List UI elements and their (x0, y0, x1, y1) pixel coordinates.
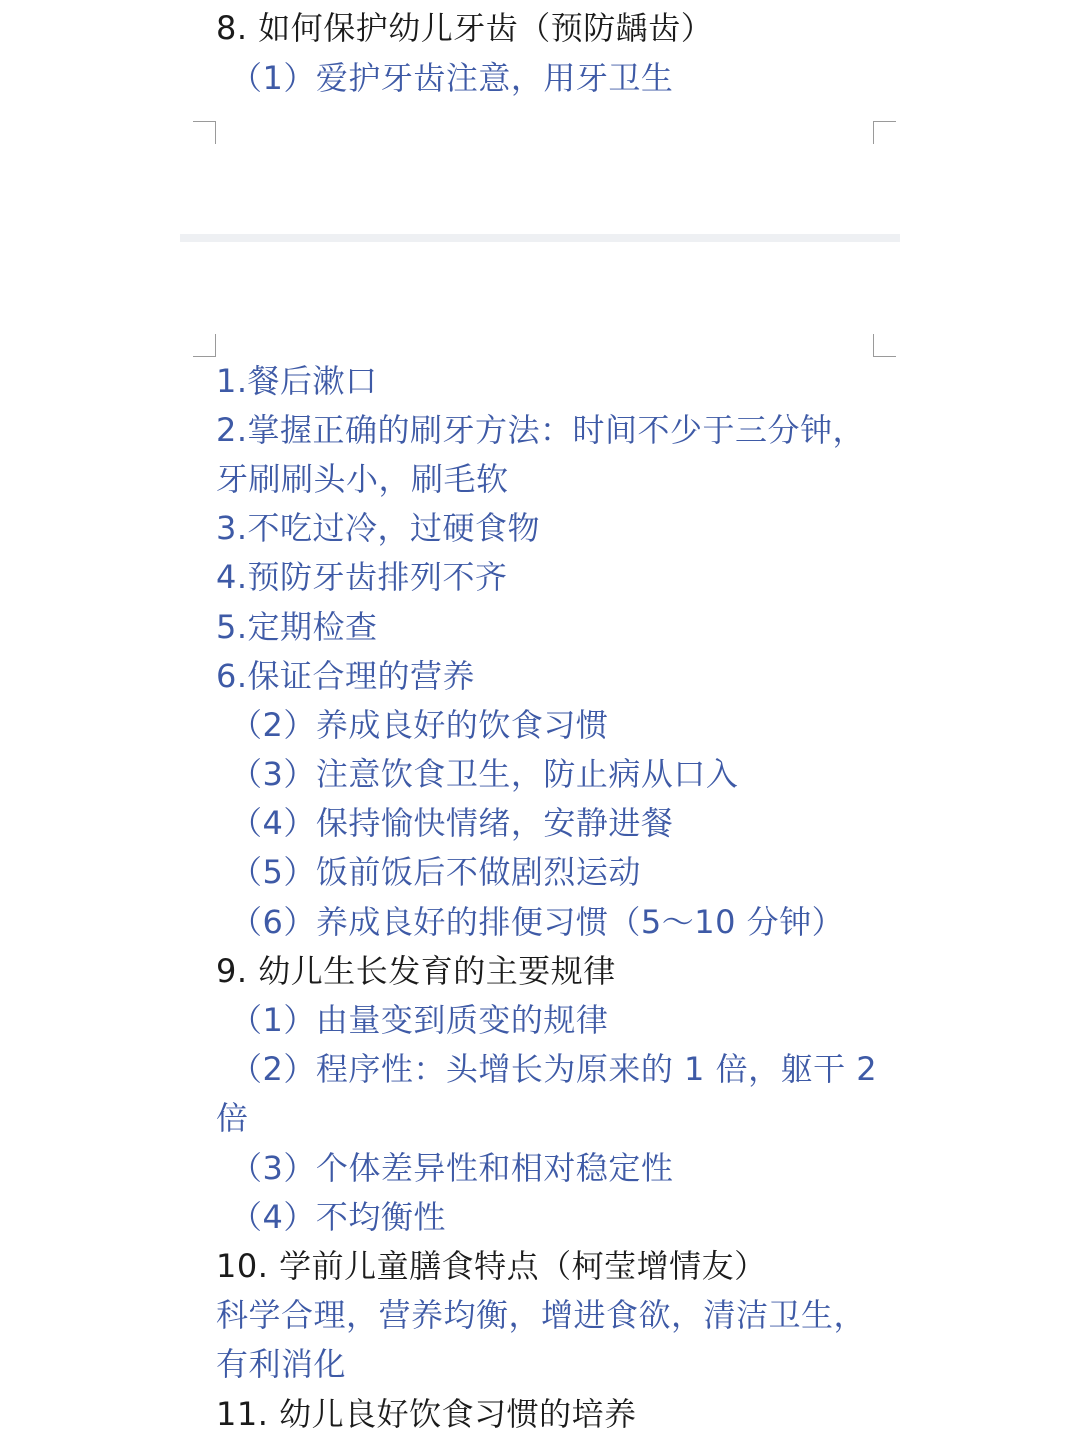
list-item-1: 1.餐后漱口 (216, 362, 378, 400)
item-8-2: （2）养成良好的饮食习惯 (230, 706, 609, 744)
list-item-2: 2.掌握正确的刷牙方法：时间不少于三分钟， (216, 411, 866, 449)
heading-8: 8. 如何保护幼儿牙齿（预防龋齿） (216, 9, 714, 47)
list-item-6: 6.保证合理的营养 (216, 657, 476, 695)
list-item-2-cont: 牙刷刷头小，刷毛软 (216, 460, 509, 498)
item-8-4: （4）保持愉快情绪，安静进餐 (230, 804, 674, 842)
item-9-4: （4）不均衡性 (230, 1198, 446, 1236)
heading-9: 9. 幼儿生长发育的主要规律 (216, 952, 616, 990)
item-8-3: （3）注意饮食卫生，防止病从口入 (230, 755, 739, 793)
item-9-2: （2）程序性：头增长为原来的 1 倍，躯干 2 (230, 1050, 878, 1088)
item-8-6: （6）养成良好的排便习惯（5～10 分钟） (230, 903, 845, 941)
paragraph-10: 科学合理，营养均衡，增进食欲，清洁卫生， (216, 1296, 867, 1334)
list-item-4: 4.预防牙齿排列不齐 (216, 558, 508, 596)
heading-10: 10. 学前儿童膳食特点（柯莹增情友） (216, 1247, 767, 1285)
page-corner-mark (873, 121, 896, 144)
item-8-5: （5）饭前饭后不做剧烈运动 (230, 853, 641, 891)
paragraph-10-cont: 有利消化 (216, 1345, 347, 1383)
page-corner-mark (873, 334, 896, 357)
list-item-3: 3.不吃过冷，过硬食物 (216, 509, 541, 547)
heading-11: 11. 幼儿良好饮食习惯的培养 (216, 1395, 637, 1433)
page-corner-mark (193, 121, 216, 144)
item-9-3: （3）个体差异性和相对稳定性 (230, 1149, 674, 1187)
item-9-2-cont: 倍 (216, 1099, 249, 1137)
list-item-5: 5.定期检查 (216, 608, 378, 646)
item-9-1: （1）由量变到质变的规律 (230, 1001, 609, 1039)
page-break-divider (180, 234, 900, 242)
item-8-1: （1）爱护牙齿注意，用牙卫生 (230, 59, 674, 97)
page-corner-mark (193, 334, 216, 357)
